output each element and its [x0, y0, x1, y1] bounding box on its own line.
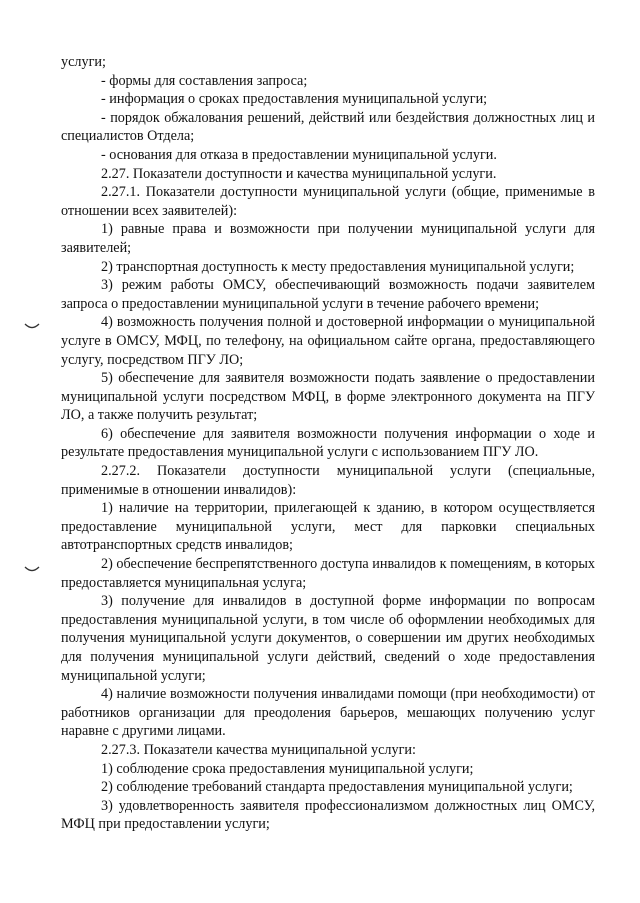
section-heading: 2.27. Показатели доступности и качества муниципальной услуги. — [101, 165, 497, 182]
paragraph: 3) удовлетворенность заявителя профессионализмом должностных лиц ОМСУ, МФЦ при предоставлении услуги; — [61, 797, 595, 833]
paragraph: 1) наличие на территории, прилегающей к зданию, в котором осуществляется предоставление муниципальной услуги, мест для парковки специальных автотранспортных средств инвалидов; — [61, 500, 595, 554]
paragraph: 1) равные права и возможности при получении муниципальной услуги для заявителей; — [61, 221, 595, 256]
paragraph: - порядок обжалования решений, действий или бездействия должностных лиц и специалистов Отдела; — [61, 109, 595, 145]
paragraph: 2) обеспечение беспрепятственного доступа инвалидов к помещениям, в которых предоставляется муниципальная услуга; — [61, 556, 595, 591]
paragraph: 2) транспортная доступность к месту предоставления муниципальной услуги; — [101, 258, 575, 275]
paragraph: 5) обеспечение для заявителя возможности подать заявление о предоставлении муниципальной услуги посредством МФЦ, в форме электронного документа на ПГУ ЛО, а также получить результат; — [61, 370, 595, 424]
paragraph: - информация о сроках предоставления муниципальной услуги; — [101, 91, 488, 108]
paragraph: 2) соблюдение требований стандарта предоставления муниципальной услуги; — [101, 779, 573, 796]
paragraph: 6) обеспечение для заявителя возможности получения информации о ходе и результате предоставления муниципальной услуги с использованием ПГУ ЛО. — [61, 425, 595, 461]
binding-hole-mark — [24, 323, 40, 331]
paragraph: 4) наличие возможности получения инвалидами помощи (при необходимости) от работников организации для преодоления барьеров, мешающих получению услуг наравне с другими лицами. — [61, 686, 595, 740]
paragraph: - основания для отказа в предоставлении муниципальной услуги. — [101, 146, 497, 163]
document-body — [61, 53, 595, 834]
subsection-heading: 2.27.3. Показатели качества муниципальной услуги: — [101, 741, 416, 758]
binding-hole-mark — [24, 566, 40, 574]
subsection-heading: 2.27.2. Показатели доступности муниципальной услуги (специальные, применимые в отношении инвалидов): — [61, 463, 595, 498]
paragraph: услуги; — [61, 54, 106, 70]
subsection-heading: 2.27.1. Показатели доступности муниципальной услуги (общие, применимые в отношении всех заявителей): — [61, 184, 595, 219]
paragraph: 4) возможность получения полной и достоверной информации о муниципальной услуге в ОМСУ, МФЦ, по телефону, на официальном сайте органа, предоставляющего услугу, посредством ПГУ ЛО; — [61, 314, 595, 368]
paragraph: 1) соблюдение срока предоставления муниципальной услуги; — [101, 760, 474, 777]
paragraph: 3) получение для инвалидов в доступной форме информации по вопросам предоставления муниципальной услуги, в том числе об оформлении необходимых для получения муниципальной услуги документов, о совершении им других необходимых для получения муниципальной услуги действий, сведений о ходе предоставления муниципальной услуги; — [61, 593, 595, 684]
paragraph: - формы для составления запроса; — [101, 72, 308, 89]
paragraph: 3) режим работы ОМСУ, обеспечивающий возможность подачи заявителем запроса о предоставлении муниципальной услуги в течение рабочего времени; — [61, 277, 595, 312]
